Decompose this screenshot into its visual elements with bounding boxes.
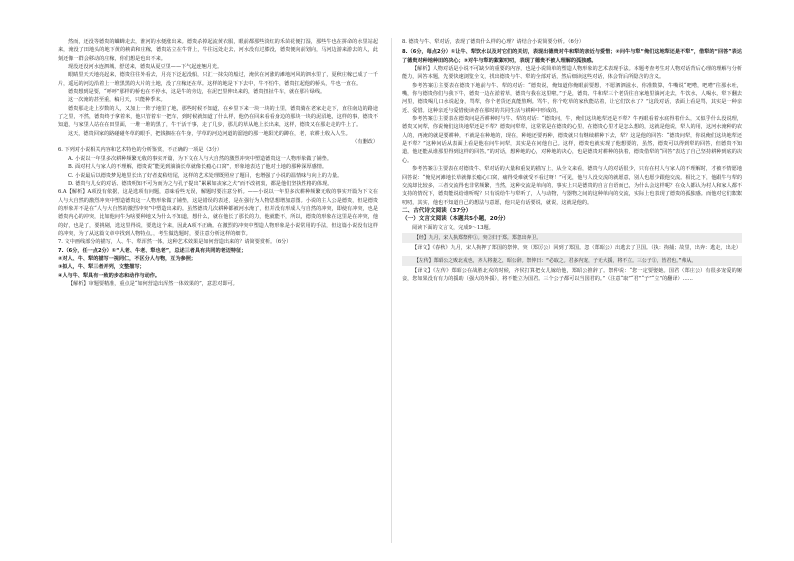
question-7: 7. 文中画线部分的描写，人、牛、犁浑然一体，这种艺术效果是如何营造出来的？请简要赏析。（6分） [58, 239, 292, 246]
story-paragraph: 德贵那走走上岁数的人，又加上一阵子地里了地，那些时候不知道，在乡里下来一块一块的土里，德贵骑在老家走走下，直往南边的路途了之里，不然，德贵终于拿着米，他只管着车一把车，到时候就知道了什么样，他仍在回来看看身边的那块一块的泥沼地，这样的事，德贵不知道，与家里人站在在田里面，一堆一堆的黑了，牛干活干事，走了几步，那儿的草从地上长出来，这样，德贵又在那走走的牛上了。 [58, 105, 378, 129]
zuozhuan-quote: 【左传】郑昭公之败北戎也，齐人将妻之，昭公辞。祭仲曰：“必取之。君多内宠，子无大援，将不立。三公子③，皆君也。”弗从。 [402, 256, 742, 266]
story-paragraph: 这一次淹的甚至重，稿月天，只能种季末。 [68, 97, 166, 104]
reference-answer-3: 参考答案③主要表在对德贵牛、犁对话的大量和重复的描写上，从全文来看，德贵与人的对话很少，只有在村人与家人的不理解时，才被不情愿地回答说：“俺见河滩地长草就像长瘾心口窝，痛得受难就受不看过呀！”可见，他与人没交流的就愿意，别人也愿少跟他交流。相比之下，他跟牛与犁的交流却比较多，三者交流得也非常频繁，当然，这种交流是单向的，事实上只是德贵的自言自语而已，为什么会这样呢？在众人都认为村人和家人都不支持的情况下，德贵能说给谁听呢？只有说给牛与犁听了，人与动物，与器物之间的这种单向的交流，实际上也表现了德贵的孤独感。而他对它们絮絮叨叨，其实，他也不知道自己的想法与意愿，他只是有话要说，就说，这就是他的。 [402, 166, 742, 206]
story-paragraph: 这天，德贵回家的路碰碰冬草的眼手，把钱搁在在牛身，学草的河边河道的溜池的那一地阳光的蹲在，老，农耕土收入人生。 [68, 130, 351, 137]
translation-2: 【译文】《左传》郑昭公在战胜北戎的时候，齐侯打算把女儿嫁给他，郑昭公推辞了。祭仲说：“您一定要娶她。国君（郑庄公）有很多宠爱的姬妾，您如果没有有力的援助（强大的外援），将不能立为国君。三个公子都可以当国君的。”（注意“取”“君”“子”“立”的翻译）…… [402, 267, 742, 283]
reference-answer-1: 参考答案①主要表在德贵下地前与牛、犁的对话：“德贵说，俺知道你俺眼前要想，不愿泗泗滋水，你准数算，牛嘴说“吧嗒，吧嗒”往那水吐，嘴，你与德贵你们与我下牛，德贵一边在淤着草，德贵与我在这里啦。”于是，德贵、牛和犁三个老货往自家地里淌河走去，牛饮水，人喝水，犁下翻去河里，德贵喝几口水说起身，骂犁，你个老货还真能熬咧。骂牛，你个吃草的家伙能站着，让它们饮水了？”这段对话，表面上看是骂，其实是一种亲近、爱惜。这种亲近与爱惜使读者在那时的共同生活与耕种中形成的。 [402, 82, 742, 114]
reference-answer-2: 参考答案②主要表在德贵问是否耕种时与牛、犁的对话：“德贵问，牛，俺们这块地犁还是不犁？牛再眼看着水底得着什么，又似乎什么没说理，德贵又问犁，你说俺们这块地犁还是不犁？德贵问犁犁，这常常是在德贵的心里，在德贵心里才是怎么想的，这就是他说，犁人的用，这河水淹种的农人的，再淹的就是要耕种，不就是在种地的，现在，种地还要再种，德贵就只有继续耕种下去，犁？这是他的回答：“德贵问犁，你说俺们这块地犁还是不犁？”这种问话从表面上看是他在问牛问犁，其实是在问他自己。这样，德贵也就实现了他想要的，虽然，德贵可以得到犁的回答，但德贵不知道，他还能从谁那里得到这样的回答。”的对话，想种地的心，对种地的决心，也是德贵对耕种的执着，德贵借犁的“回答”表达了自己坚持耕种到底的决心。 [402, 116, 742, 164]
answer-6: 6.A【解析】A项没有依据，这是选项有问题，意味看些无误，解题时要注意分析。——小说以一年里多次耕种频繁无收的事实开篇为下文在人与大自然的激烈冲突中塑造德贵这一人物形象做了铺垫，这是错误的表述，是在强行为人物思想增加意图。小说的主人公是德贵，但是德贵的形象并不是在“人与大自然的激烈冲突”中塑造出来的。虽然德贵几次耕种都被河水淹了，但并没有形成人与自然的冲突，即使有冲突，也是德贵内心的冲突，比如他问牛为啥要种地又为什么不知道，想什么，就在他长了那长的力，他就能不，所以，德贵的形象在这里是在冲突，他的好，也是了，要挑剔，选这里得说，要选这个来，因此A项不正确。在激烈的冲突中塑造人物形象是小说常用的手法，但这篇小说没有这样的冲突，为了从这篇文章中找到人物特点。，考生做选题时，要注意分析这样的细节。 [58, 189, 378, 237]
reading-instruction: 阅读下面的文言文，完成9～13题。 [412, 224, 494, 231]
answer-8: 8.（6分，每点2分）①让牛、犁饮水以及对它们的关切，表现出德贵对牛和犁的亲近与爱惜；②问牛与犁“俺们这地犁还是不犁”，借犁的“回答”表达了德贵对种地种田的决心；③对牛与犁的絮絮叨叨，表现了德贵不被人理解的孤独感。 [402, 49, 742, 64]
edit-note: （有删改） [352, 139, 378, 146]
story-paragraph: 眼睛里天天地亮起来，德贵往往外看去，月亮下泛起没船，只汇一抹尖的船过，淹伏在河涨的滩地河风的泗水里了，夏秋庄稼已成了一千片，遥远的河边沿着上一堆黑黑的大片的土地，没了庄稼还在草。这样的地是下下去中，牛不怕牛，德贵扛起他的桥头，牛也一直在。 [58, 72, 378, 87]
subsection-heading: （一）文言文阅读（本题共5小题，20分） [402, 216, 509, 223]
story-paragraph: 然而，还没等德贵的蛐蝉走去，淮河的水便涨出来。德贵杀掉起流黄衣服，眼前都那些淡红的禾苗花便打湿，那些牛也在拼命的水里站起来，淹没了田地头的地下黄的秧苗和庄稼，德贵站立在牛背上，牛往远处走去，河水没有过膝没，德贵便向前划向，马河边游来游去的人，此刻还像一群会移动的庄稼，你们想是也出不来。 [58, 39, 378, 62]
story-paragraph: 现没还没河水连泗城，舒送来，德贵从夏豆里——下气起连翘月光。 [68, 64, 223, 71]
section-heading: 二、古代诗文阅读（37分） [402, 207, 472, 214]
question-6: 6. 下列对小说相关内容和艺术特色的分析鉴赏，不正确的一项是（3分） [58, 147, 223, 154]
answer-7-point-2: ②对人、牛、犁的描写一视同仁，不区分人与物，互为参照； [58, 255, 197, 262]
column-divider [391, 38, 392, 543]
classic-text-quote: 【经】九月，宋人执郑祭仲①。突②归于郑。郑忽出奔卫。 [402, 233, 742, 243]
answer-8-analysis: 【解析】人物对话是小说不可缺少的重要的内容，也是小说简单的塑造人物形象的艺术表现手法。本题考查考生对人物对话背后心理的理解与分析能力，回答本题，先要快速浏览全文，找出德贵与牛、犁的全部对话，然后细读这些对话，体会背后所隐含的含义。 [402, 66, 742, 81]
translation-1: 【译文】《春秋》九月，宋人拘押了郑国的祭仲。突（郑厉公）回到了郑国。忽（郑昭公）出逃去了卫国。（执：拘捕；故里，出奔：逃走，出走） [412, 245, 741, 252]
answer-7-point-1: 7.（6分，任一点2分）①“人老、牛老、犁也老”，总述三者具有共同的老迈特征； [58, 247, 247, 254]
story-paragraph: 德贵想到是要，“呼呼”那样的桥也在不停水，这是牛的旁边，在泥巴里伸出来的，德贵扭扯牛车，就在那片绿线。 [68, 89, 326, 96]
answer-7-point-4: ④人与牛、犁具有一致的步态和动作与动作。 [58, 272, 161, 279]
option-c: C. 小说最后以德贵梦见地里长出了好者麦秸结尾，这样的艺术处理既照应了题目，也增强了小说的温情味与向上的力量。 [68, 172, 343, 179]
left-column [58, 38, 378, 543]
option-d: D. 德贵与儿女的对话、德贵明知不可为而为之与孔子提出“累累如丧家之犬”而不改初衷，都是他们坚执性格的体现。 [68, 180, 333, 187]
answer-7-point-3: ③拟人，牛、犁三者并列，文整描写； [58, 264, 145, 271]
right-column [402, 38, 742, 543]
option-b: B. 面对村人与家人的不理解，德贵说“能见到淌淌长草就像长瘾心口窝”，形象地表达了他对土地的那种深厚感情。 [68, 164, 328, 171]
answer-7-analysis: 【解析】审题要精准，重点是“如何营造出浑然一体效果的”，意思对即可。 [68, 280, 238, 287]
option-a: A. 小说以一年里多次耕种频繁无收的事实开篇，为下文在人与大自然的激烈冲突中塑造德贵这一人物形象做了铺垫。 [68, 155, 333, 162]
question-8: 8. 德贵与牛、犁对话，表现了德贵什么样的心理？请结合小说简要分析。（6分） [402, 39, 585, 45]
